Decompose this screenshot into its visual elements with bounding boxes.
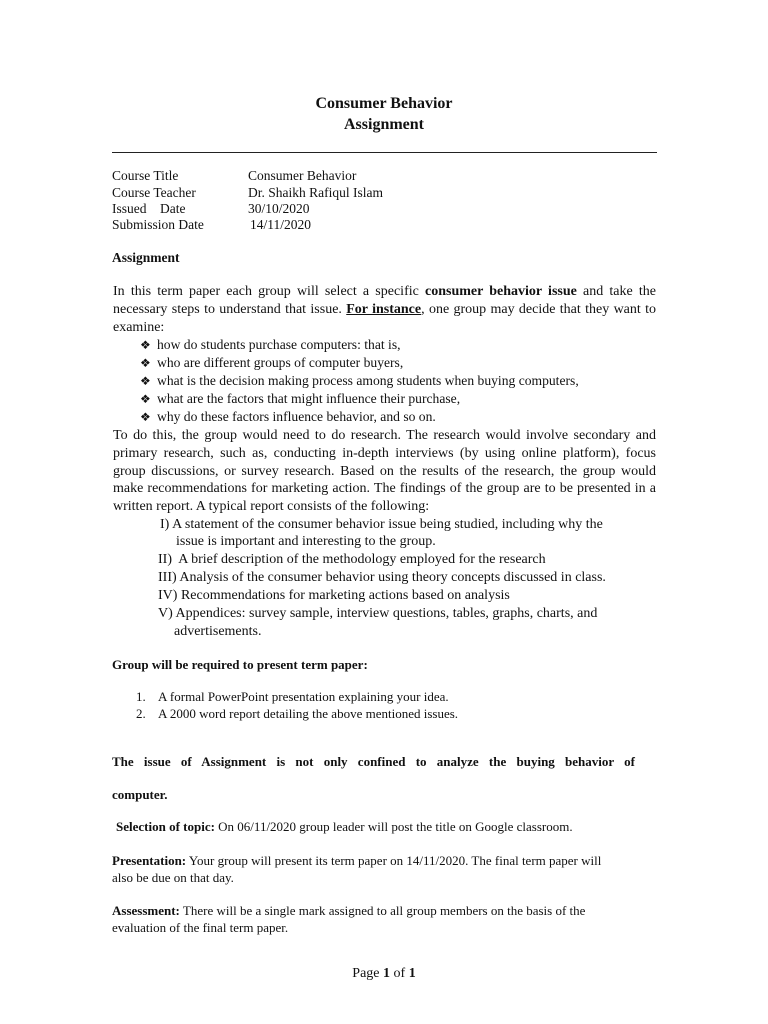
report-item-continued: issue is important and interesting to the group. [176,534,436,549]
bullet-item: ❖ what are the factors that might influence their purchase, [140,391,461,406]
meta-label-submission-date: Submission Date [112,217,204,232]
meta-label-course-teacher: Course Teacher [112,185,196,200]
issue-statement-continued: computer. [112,787,168,802]
assignment-heading: Assignment [112,250,180,265]
document-title: Consumer Behavior [315,95,453,112]
diamond-bullet-icon: ❖ [140,410,151,424]
meta-value-course-teacher: Dr. Shaikh Rafiqul Islam [248,185,383,200]
meta-value-issued-date: 30/10/2020 [248,201,310,216]
meta-label-issued-date: Issued Date [112,201,186,216]
report-item-continued: advertisements. [174,624,262,639]
page-number-footer: Page 1 of 1 [352,966,416,981]
assessment-info-continued: evaluation of the final term paper. [112,920,289,935]
assessment-info: Assessment: There will be a single mark assigned to all group members on the basis of the [112,903,586,918]
research-paragraph: To do this, the group would need to do research. The research would involve secondary and primary research, such as, conducting in-depth interviews (by using online platform), focus group discussions, or survey research. Based on the results of the research, the group would make recommendations for marketing action. The findings of the group are to be presented in a written report. A typical report consists of the following: [113,428,656,515]
meta-value-course-title: Consumer Behavior [248,168,357,183]
meta-value-submission-date: 14/11/2020 [250,217,312,232]
presentation-info-continued: also be due on that day. [112,870,234,885]
present-list-item: 1. A formal PowerPoint presentation explaining your idea. [136,689,449,704]
intro-for-instance: For instance [346,301,422,317]
intro-text-3: , one group may decide that they want to examine: [113,301,657,335]
title-divider [112,152,657,153]
diamond-bullet-icon: ❖ [140,392,151,406]
assignment-intro [113,283,656,336]
diamond-bullet-icon: ❖ [140,338,151,352]
present-list-item: 2. A 2000 word report detailing the above mentioned issues. [136,706,459,721]
report-item: V) Appendices: survey sample, interview questions, tables, graphs, charts, and [158,606,598,621]
meta-label-course-title: Course Title [112,168,179,183]
intro-text-2: and take the necessary steps to understand that issue. [113,284,657,317]
present-heading: Group will be required to present term paper: [112,657,368,672]
intro-text-1: In this term paper each group will select a specific [113,284,419,299]
diamond-bullet-icon: ❖ [140,374,151,388]
bullet-item: ❖ who are different groups of computer buyers, [140,355,404,370]
intro-bold-issue: consumer behavior issue [425,284,577,299]
issue-statement: The issue of Assignment is not only confined to analyze the buying behavior of [112,754,635,769]
report-item: I) A statement of the consumer behavior issue being studied, including why the [160,517,603,532]
bullet-item: ❖ why do these factors influence behavior, and so on. [140,409,436,424]
bullet-item: ❖ what is the decision making process among students when buying computers, [140,373,579,388]
report-item: IV) Recommendations for marketing actions based on analysis [158,588,510,603]
report-item: III) Analysis of the consumer behavior using theory concepts discussed in class. [158,570,606,585]
diamond-bullet-icon: ❖ [140,356,151,370]
bullet-item: ❖ how do students purchase computers: that is, [140,337,401,352]
document-subtitle: Assignment [343,116,424,133]
report-item: II) A brief description of the methodology employed for the research [158,552,546,567]
selection-of-topic: Selection of topic: On 06/11/2020 group leader will post the title on Google classroom. [116,819,573,834]
presentation-info: Presentation: Your group will present its term paper on 14/11/2020. The final term paper will [112,853,602,868]
